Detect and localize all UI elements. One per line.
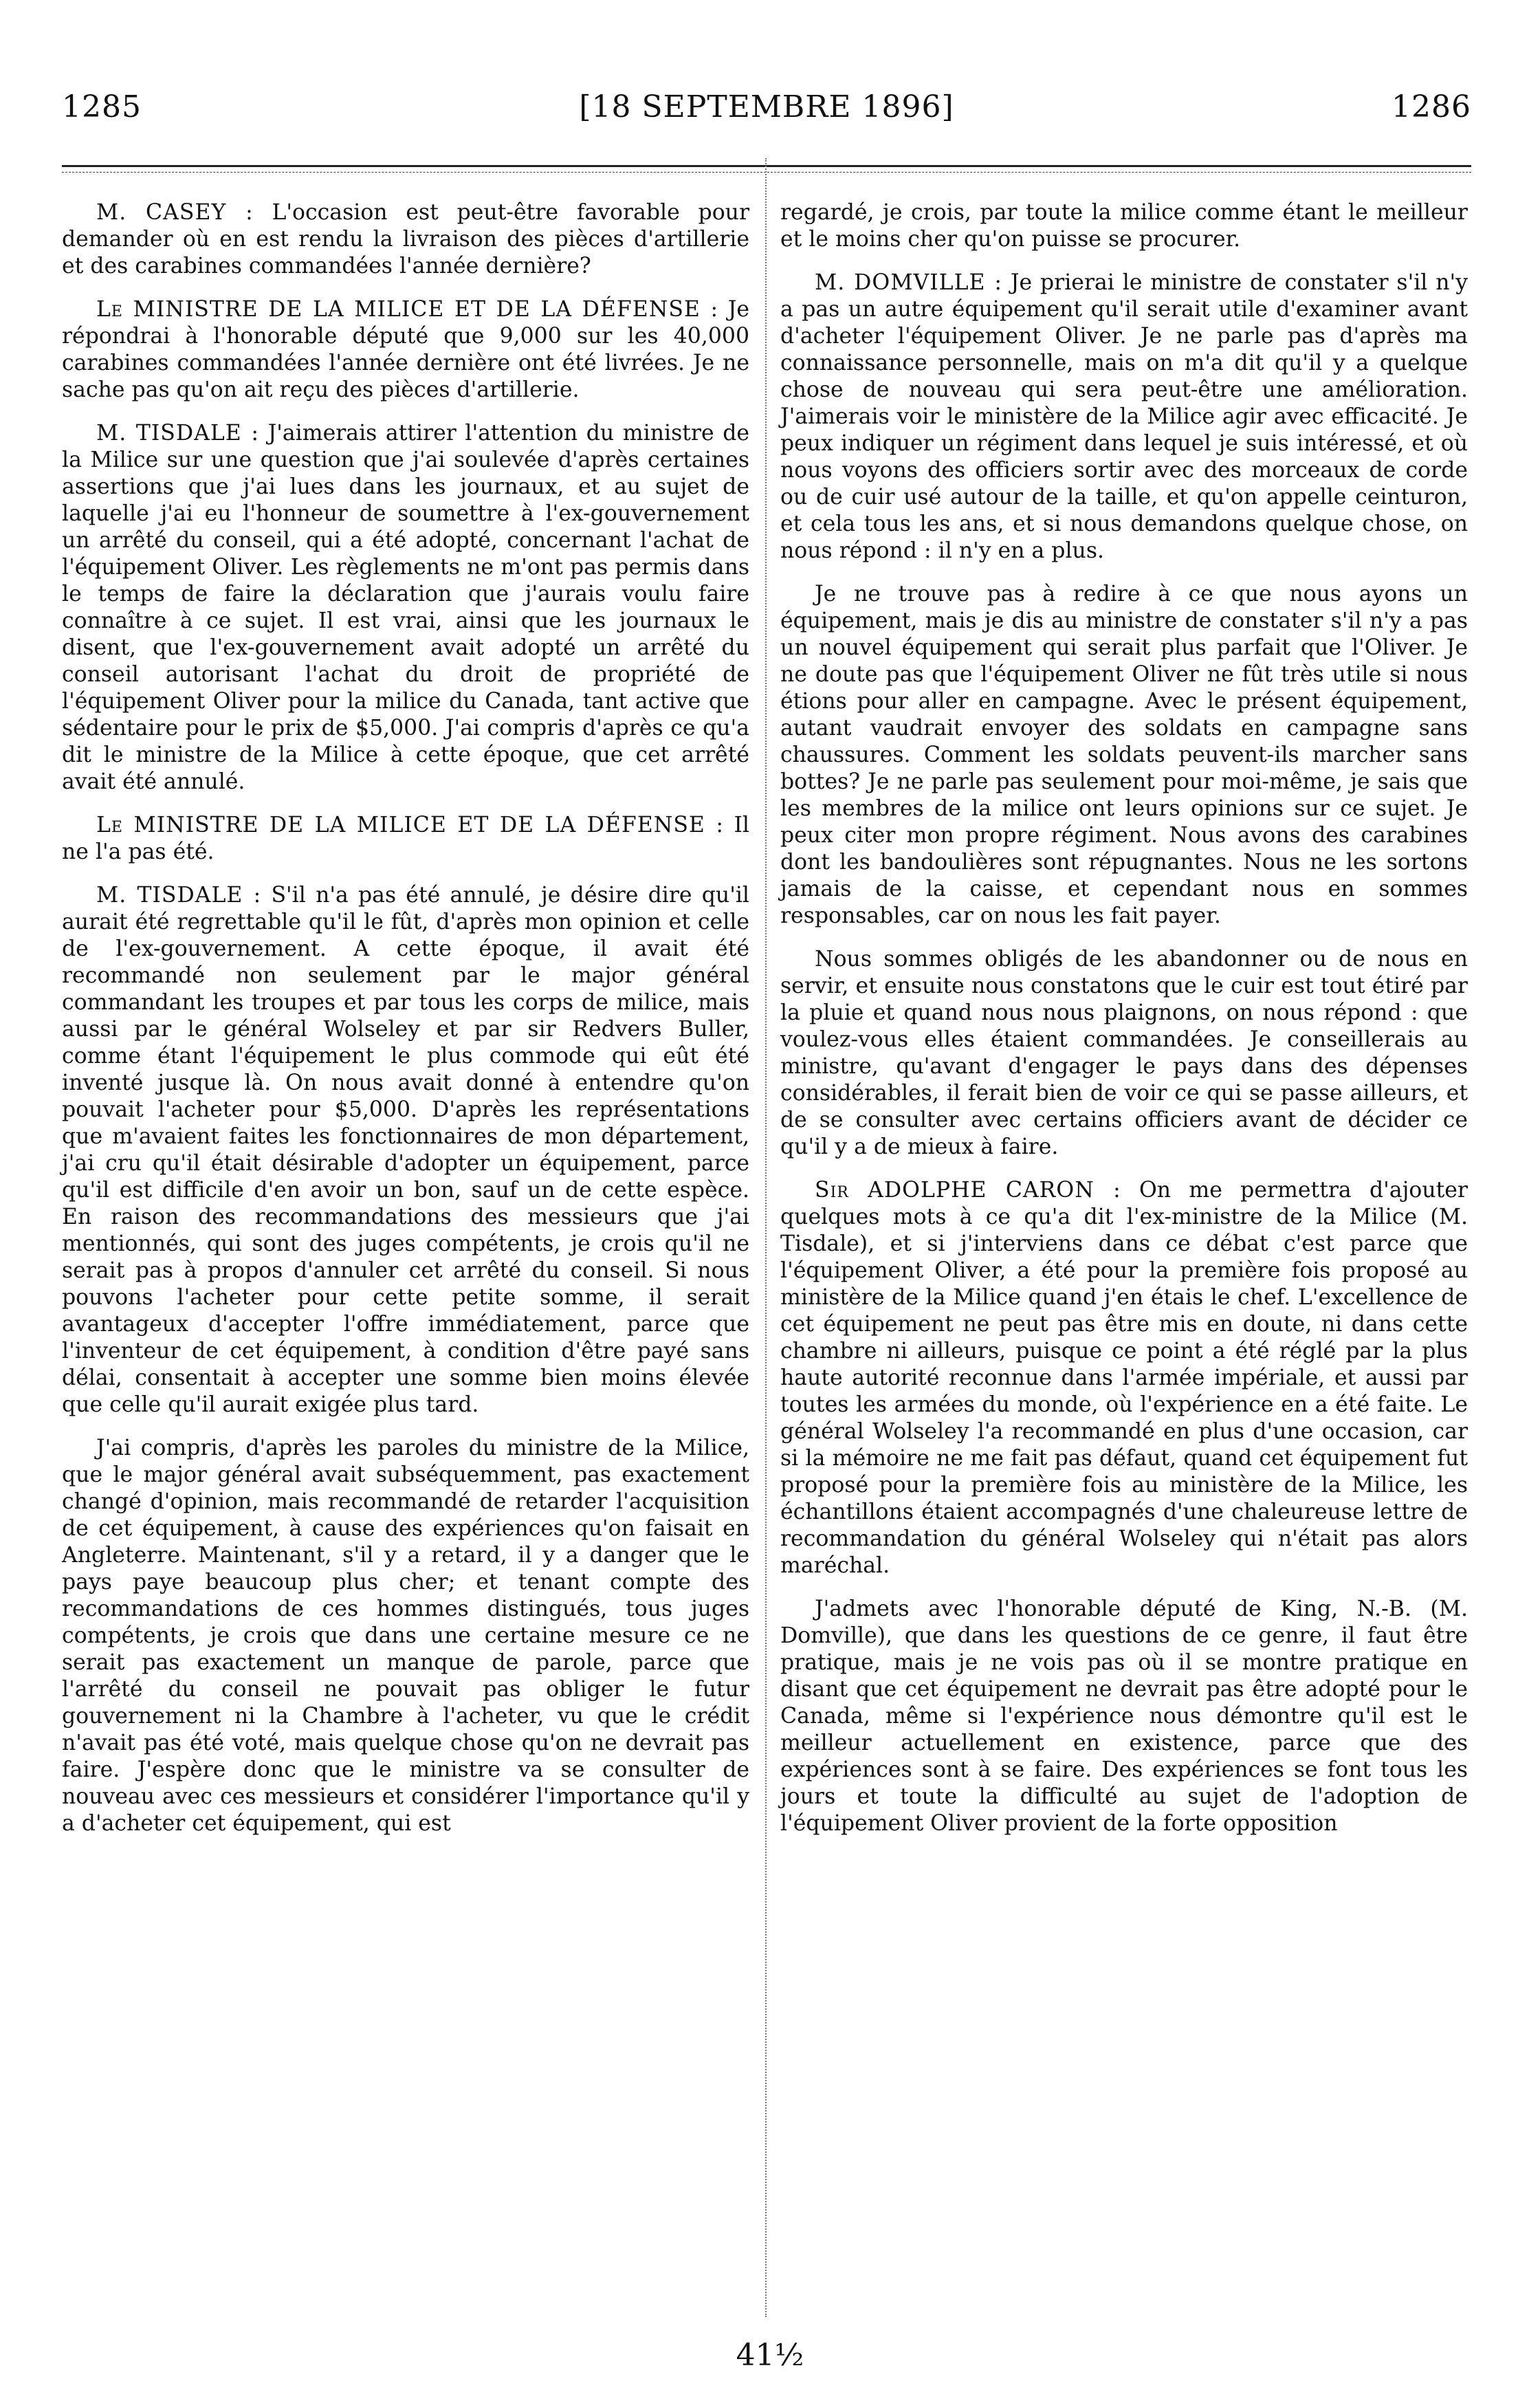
paragraph-text: S'il n'a pas été annulé, je désire dire qu'il aurait été regrettable qu'il le fût, d'après mon opinion et celle de l'ex-gouvernement. A cette époque, il avait été recommandé non seulement par le major général commandant les troupes et par tous les corps de milice, mais aussi par le général Wolseley et par sir Redvers Buller, comme étant l'équipement le plus commode qui eût été inventé jusque là. On nous avait donné à entendre qu'on pouvait l'acheter pour $5,000. D'après les représentations que m'avaient faites les fonctionnaires de mon département, j'ai cru qu'il était désirable d'adopter un équipement, parce qu'il est difficile d'en avoir un bon, sauf un de cette espèce. En raison des recommandations des messieurs que j'ai mentionnés, qui sont des juges compétents, je crois qu'il ne serait pas à propos d'annuler cet arrêté du conseil. Si nous pouvons l'acheter pour cette petite somme, il serait avantageux d'accepter l'offre immédiatement, parce que l'inventeur de cet équipement, à condition d'être payé sans délai, consentait à accepter une somme bien moins élevée que celle qu'il aurait exigée plus tard. [62,883,750,1417]
header-rule [62,165,1471,167]
page-number-right: 1286 [1392,89,1471,124]
paragraph-text: Je répondrai à l'honorable député que 9,000 sur les 40,000 carabines commandées l'année dernière ont été livrées. Je ne sache pas qu'on ait reçu des pièces d'artillerie. [62,297,749,402]
speaker-name: M. CASEY : [96,200,254,225]
page-header [62,89,1471,131]
speaker-name: M. TISDALE : [96,883,262,908]
paragraph-text: Je ne trouve pas à redire à ce que nous ayons un équipement, mais je dis au ministre de constater s'il n'y a pas un nouvel équipement qui serait plus parfait que l'Oliver. Je ne doute pas que l'équipement Oliver ne fût très utile si nous étions pour aller en campagne. Avec le présent équipement, autant vaudrait envoyer des soldats en campagne sans chaussures. Comment les soldats peuvent-ils marcher sans bottes? Je ne parle pas seulement pour moi-même, je sais que les membres de la milice ont leurs opinions sur ce sujet. Je peux citer mon propre régiment. Nous avons des carabines dont les bandoulières sont répugnantes. Nous ne les sortons jamais de la caisse, et cependant nous en sommes responsables, car on nous les fait payer. [780,582,1468,928]
paragraph [780,946,1468,1161]
paragraph [62,1435,749,1837]
paragraph-text: L'occasion est peut-être favorable pour demander où en est rendu la livraison des pièces d'artillerie et des carabines commandées l'année dernière? [62,200,750,278]
page-number-left: 1285 [62,89,142,124]
paragraph-text: Nous sommes obligés de les abandonner ou de nous en servir, et ensuite nous constatons que le cuir est tout étiré par la pluie et quand nous nous plaignons, on nous répond : que voulez-vous elles étaient commandées. Je conseillerais au ministre, qu'avant d'engager le pays dans des dépenses considérables, il ferait bien de voir ce qui se passe ailleurs, et de se consulter avec certains officiers avant de décider ce qu'il y a de mieux à faire. [780,947,1468,1159]
header-rule-dashed [62,172,1471,173]
speaker-name: Le MINISTRE DE LA MILICE ET DE LA DÉFENSE : [96,813,724,837]
paragraph [62,199,749,280]
paragraph [62,420,749,796]
paragraph-text: Je prierai le ministre de constater s'il n'y a pas un autre équipement qu'il serait utile d'examiner avant d'acheter l'équipement Oliver. Je ne parle pas d'après ma connaissance personnelle, mais on m'a dit qu'il y a quelque chose de nouveau qui sera peut-être une amélioration. J'aimerais voir le ministère de la Milice agir avec efficacité. Je peux indiquer un régiment dans lequel je suis intéressé, et où nous voyons des officiers sortir avec des morceaux de corde ou de cuir usé autour de la taille, et qu'on appelle ceinturon, et cela tous les ans, et si nous demandons quelque chose, on nous répond : il n'y en a plus. [780,270,1468,563]
paragraph-text: On me permettra d'ajouter quelques mots à ce qu'a dit l'ex-ministre de la Milice (M. Tisdale), et si j'interviens dans ce débat c'est parce que l'équipement Oliver, a été pour la première fois proposé au ministère de la Milice quand j'en étais le chef. L'excellence de cet équipement ne peut pas être mis en doute, ni dans cette chambre ni ailleurs, puisque ce point a été réglé par la plus haute autorité reconnue dans l'armée impériale, et aussi par toutes les armées du monde, où l'expérience en a été faite. Le général Wolseley l'a recommandé en plus d'une occasion, car si la mémoire ne me fait pas défaut, quand cet équipement fut proposé pour la première fois au ministère de la Milice, les échantillons étaient accompagnés d'une chaleureuse lettre de recommandation du général Wolseley qui n'était pas alors maréchal. [780,1178,1468,1578]
column-divider [765,158,767,2317]
paragraph [780,1596,1468,1837]
left-column [62,199,749,1854]
paragraph [780,581,1468,930]
paragraph-text: J'ai compris, d'après les paroles du ministre de la Milice, que le major général avait subséquemment, pas exactement changé d'opinion, mais recommandé de retarder l'acquisition de cet équipement, à cause des expériences qu'on faisait en Angleterre. Maintenant, s'il y a retard, il y a danger que le pays paye beaucoup plus cher; et tenant compte des recommandations de ces hommes distingués, tous juges compétents, je crois que dans une certaine mesure ce ne serait pas exactement un manque de parole, parce que l'arrêté du conseil ne pouvait pas obliger le futur gouvernement ni la Chambre à l'acheter, vu que le crédit n'avait pas été voté, mais quelque chose qu'on ne devrait pas faire. J'espère donc que le ministre va se consulter de nouveau avec ces messieurs et considérer l'importance qu'il y a d'acheter cet équipement, qui est [62,1436,749,1836]
right-column [780,199,1468,1854]
page-signature: 41½ [736,2338,804,2373]
paragraph [62,296,749,404]
paragraph [62,812,749,866]
paragraph-text: J'admets avec l'honorable député de King, N.-B. (M. Domville), que dans les questions de ce genre, il faut être pratique, mais je ne vois pas où il se montre pratique en disant que cet équipement ne devrait pas être adopté pour le Canada, même si l'expérience nous démontre qu'il est le meilleur actuellement en existence, parce que des expériences sont à se faire. Des expériences se font tous les jours et toute la difficulté au sujet de l'adoption de l'équipement Oliver provient de la forte opposition [780,1597,1468,1836]
paragraph [780,270,1468,564]
paragraph-text: Il ne l'a pas été. [62,813,749,864]
speaker-name: Le MINISTRE DE LA MILICE ET DE LA DÉFENSE : [96,297,719,322]
speaker-name: M. TISDALE : [96,421,259,446]
speaker-name: Sir ADOLPHE CARON : [815,1178,1121,1203]
paragraph [780,1177,1468,1579]
paragraph [780,199,1468,253]
paragraph [62,882,749,1418]
speaker-name: M. DOMVILLE : [815,270,1002,295]
paragraph-text: J'aimerais attirer l'attention du ministre de la Milice sur une question que j'ai soulevée d'après certaines assertions que j'ai lues dans les journaux, et au sujet de laquelle j'ai eu l'honneur de soumettre à l'ex-gouvernement un arrêté du conseil, qui a été adopté, concernant l'achat de l'équipement Oliver. Les règlements ne m'ont pas permis dans le temps de faire la déclaration que j'aurais voulu faire connaître à ce sujet. Il est vrai, ainsi que les journaux le disent, que l'ex-gouvernement avait adopté un arrêté du conseil autorisant l'achat du droit de propriété de l'équipement Oliver pour la milice du Canada, tant active que sédentaire pour le prix de $5,000. J'ai compris d'après ce qu'a dit le ministre de la Milice à cette époque, que cet arrêté avait été annulé. [62,421,750,794]
page-date: [18 SEPTEMBRE 1896] [579,89,954,124]
paragraph-text: regardé, je crois, par toute la milice comme étant le meilleur et le moins cher qu'on puisse se procurer. [780,200,1468,252]
